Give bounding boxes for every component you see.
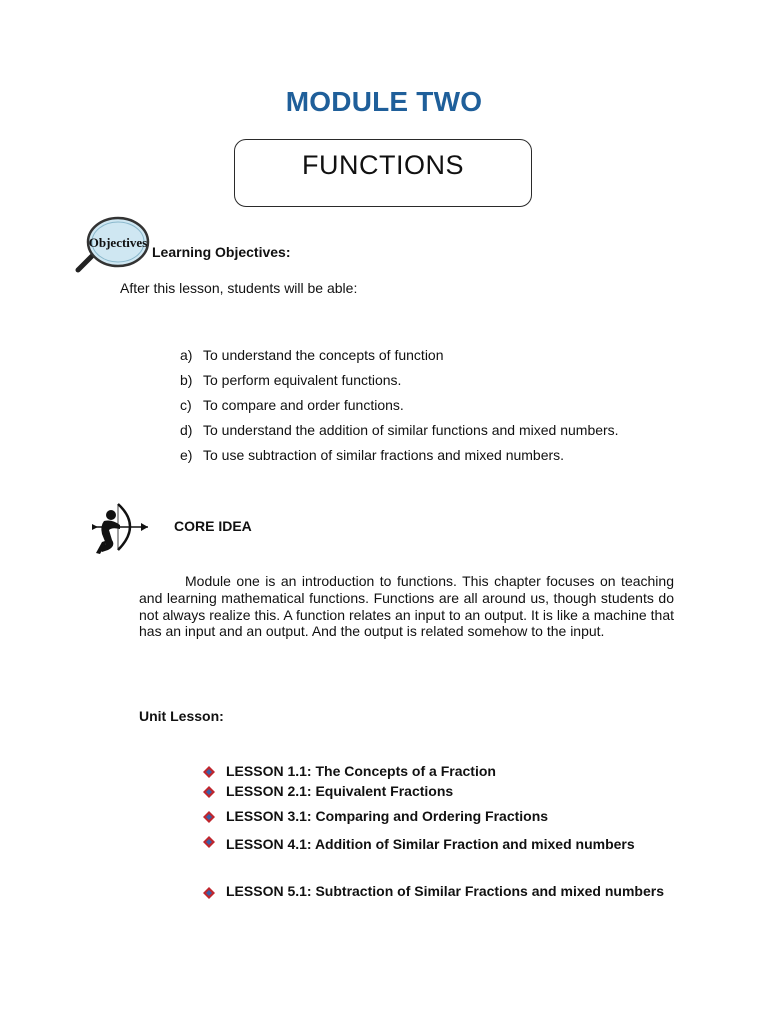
objective-item: [180, 347, 444, 363]
lesson-item: LESSON 4.1: Addition of Similar Fraction and mixed numbers: [226, 836, 635, 852]
lesson-item: LESSON 2.1: Equivalent Fractions: [226, 783, 454, 799]
functions-title: FUNCTIONS: [302, 150, 464, 180]
lesson-item: LESSON 5.1: Subtraction of Similar Fractions and mixed numbers: [226, 883, 664, 899]
objective-marker: d): [180, 422, 193, 438]
bullet-arrow-icon: [202, 765, 216, 779]
bullet-arrow-icon: [202, 886, 216, 900]
archer-icon: [90, 500, 150, 560]
objective-item: [180, 397, 404, 413]
objective-text: To understand the concepts of function: [203, 347, 444, 363]
objective-marker: b): [180, 372, 193, 388]
core-idea-heading: CORE IDEA: [174, 518, 252, 534]
objective-item: [180, 422, 619, 438]
objective-text: To compare and order functions.: [203, 397, 404, 413]
objective-text: To perform equivalent functions.: [203, 372, 402, 388]
lesson-item: LESSON 3.1: Comparing and Ordering Fractions: [226, 808, 549, 824]
learning-objectives-heading: Learning Objectives:: [152, 244, 291, 260]
objective-text: To use subtraction of similar fractions and mixed numbers.: [203, 447, 565, 463]
objectives-icon-label: Objectives: [88, 235, 148, 250]
objective-marker: a): [180, 347, 193, 363]
objectives-magnifier-icon: [74, 216, 150, 274]
objective-text: To understand the addition of similar functions and mixed numbers.: [203, 422, 619, 438]
objective-item: [180, 372, 401, 388]
bullet-arrow-icon: [202, 835, 216, 849]
bullet-arrow-icon: [202, 810, 216, 824]
core-idea-text: Module one is an introduction to functions. This chapter focuses on teaching and learning mathematical functions. Functions are all around us, though students do not always realize this. A function relates an input to an output. It is like a machine that has an input and an output. And the output is related somehow to the input.: [139, 573, 674, 640]
lesson-item: LESSON 1.1: The Concepts of a Fraction: [226, 763, 496, 779]
learning-objectives-intro: After this lesson, students will be able:: [120, 280, 358, 296]
objective-marker: c): [180, 397, 192, 413]
bullet-arrow-icon: [202, 785, 216, 799]
core-idea-paragraph: [139, 573, 674, 640]
objective-marker: e): [180, 447, 193, 463]
module-title: MODULE TWO: [285, 86, 483, 117]
objective-item: [180, 447, 564, 463]
unit-lesson-heading: Unit Lesson:: [139, 708, 224, 724]
